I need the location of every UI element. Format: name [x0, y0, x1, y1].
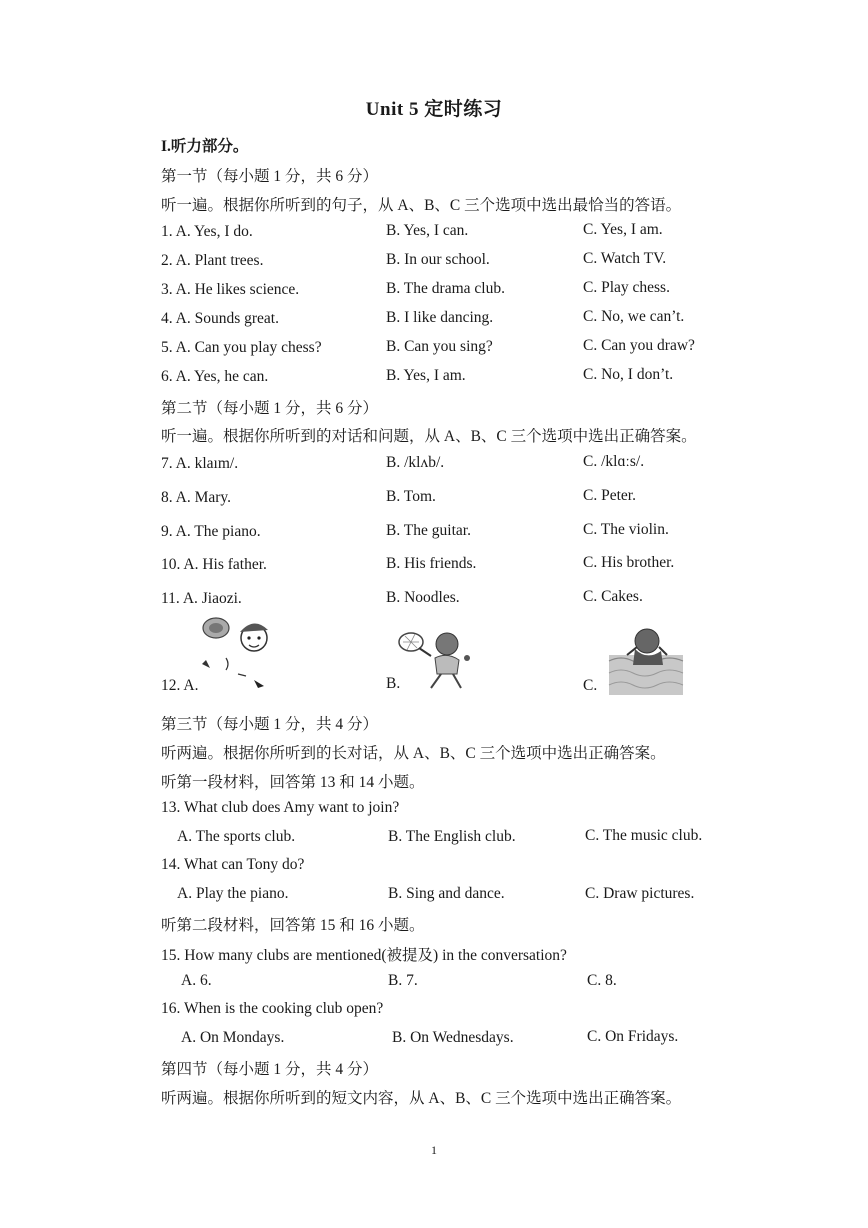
q15-option-c: C. 8. [587, 972, 617, 989]
q7-option-a: 7. A. klaım/. [161, 455, 239, 472]
section2-instruction: 听一遍。根据你所听到的对话和问题，从 A、B、C 三个选项中选出正确答案。 [161, 428, 697, 445]
material2-note: 听第二段材料，回答第 15 和 16 小题。 [161, 917, 425, 934]
tennis-player-picture [397, 624, 477, 692]
q3-option-a: 3. A. He likes science. [161, 281, 300, 298]
q9-option-c: C. The violin. [583, 521, 669, 538]
section2-heading: 第二节（每小题 1 分，共 6 分） [161, 400, 379, 417]
q5-option-c: C. Can you draw? [583, 337, 695, 354]
q7-option-c: C. /klɑːs/. [583, 453, 645, 470]
q13-option-c: C. The music club. [585, 827, 703, 844]
q6-option-b: B. Yes, I am. [386, 367, 466, 384]
q8-option-b: B. Tom. [386, 488, 436, 505]
q11-option-b: B. Noodles. [386, 589, 460, 606]
q12-option-c: C. [583, 677, 598, 694]
q6-option-c: C. No, I don’t. [583, 366, 674, 383]
q12-option-a: 12. A. [161, 677, 199, 694]
q14-option-c: C. Draw pictures. [585, 885, 695, 902]
q9-option-b: B. The guitar. [386, 522, 471, 539]
q3-option-b: B. The drama club. [386, 280, 505, 297]
q1-option-a: 1. A. Yes, I do. [161, 223, 253, 240]
page-title: Unit 5 定时练习 [365, 99, 503, 120]
section4-instruction: 听两遍。根据你所听到的短文内容，从 A、B、C 三个选项中选出正确答案。 [161, 1090, 682, 1107]
q2-option-a: 2. A. Plant trees. [161, 252, 264, 269]
q13-stem: 13. What club does Amy want to join? [161, 799, 400, 816]
q11-option-a: 11. A. Jiaozi. [161, 590, 242, 607]
swimming-boy-picture [607, 625, 685, 697]
q16-option-b: B. On Wednesdays. [392, 1029, 514, 1046]
q3-option-c: C. Play chess. [583, 279, 670, 296]
q8-option-c: C. Peter. [583, 487, 636, 504]
q7-option-b: B. /klʌb/. [386, 454, 445, 471]
q10-option-c: C. His brother. [583, 554, 675, 571]
q14-option-b: B. Sing and dance. [388, 885, 505, 902]
q1-option-b: B. Yes, I can. [386, 222, 469, 239]
section4-heading: 第四节（每小题 1 分，共 4 分） [161, 1061, 379, 1078]
section3-instruction: 听两遍。根据你所听到的长对话，从 A、B、C 三个选项中选出正确答案。 [161, 745, 666, 762]
q8-option-a: 8. A. Mary. [161, 489, 232, 506]
q2-option-c: C. Watch TV. [583, 250, 667, 267]
q16-stem: 16. When is the cooking club open? [161, 1000, 384, 1017]
q13-option-a: A. The sports club. [177, 828, 296, 845]
q6-option-a: 6. A. Yes, he can. [161, 368, 269, 385]
part-heading: I.听力部分。 [161, 138, 249, 155]
q16-option-c: C. On Fridays. [587, 1028, 679, 1045]
q12-option-b: B. [386, 675, 401, 692]
q15-stem: 15. How many clubs are mentioned(被提及) in the conversation? [161, 947, 567, 964]
q9-option-a: 9. A. The piano. [161, 523, 261, 540]
q14-option-a: A. Play the piano. [177, 885, 289, 902]
q13-option-b: B. The English club. [388, 828, 516, 845]
q5-option-b: B. Can you sing? [386, 338, 493, 355]
q4-option-b: B. I like dancing. [386, 309, 494, 326]
page-number: 1 [431, 1143, 437, 1157]
q10-option-a: 10. A. His father. [161, 556, 267, 573]
q4-option-c: C. No, we can’t. [583, 308, 685, 325]
q1-option-c: C. Yes, I am. [583, 221, 663, 238]
q15-option-b: B. 7. [388, 972, 418, 989]
section1-heading: 第一节（每小题 1 分，共 6 分） [161, 168, 379, 185]
material1-note: 听第一段材料，回答第 13 和 14 小题。 [161, 774, 425, 791]
q10-option-b: B. His friends. [386, 555, 477, 572]
singing-kids-picture [196, 614, 276, 692]
q16-option-a: A. On Mondays. [181, 1029, 285, 1046]
q5-option-a: 5. A. Can you play chess? [161, 339, 322, 356]
q2-option-b: B. In our school. [386, 251, 490, 268]
q11-option-c: C. Cakes. [583, 588, 643, 605]
section3-heading: 第三节（每小题 1 分，共 4 分） [161, 716, 379, 733]
section1-instruction: 听一遍。根据你所听到的句子，从 A、B、C 三个选项中选出最恰当的答语。 [161, 197, 682, 214]
q15-option-a: A. 6. [181, 972, 212, 989]
q4-option-a: 4. A. Sounds great. [161, 310, 279, 327]
q14-stem: 14. What can Tony do? [161, 856, 305, 873]
